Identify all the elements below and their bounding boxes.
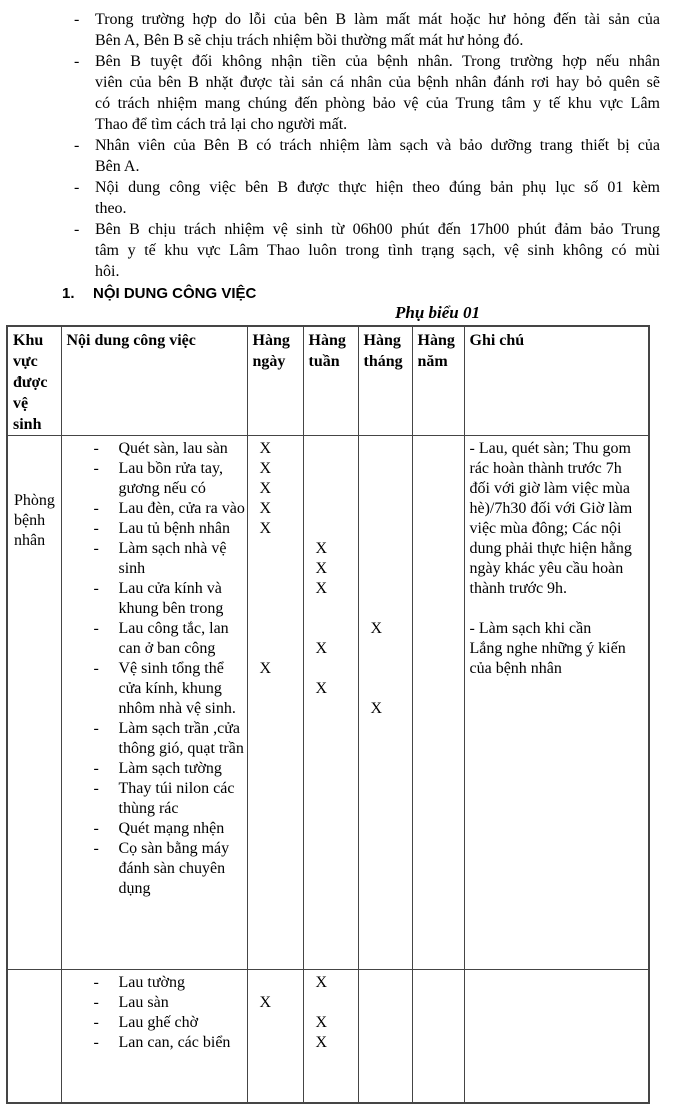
header-task: Nội dung công việc [61, 326, 247, 436]
mark-slot [248, 619, 303, 639]
mark-slot [359, 819, 412, 839]
task-text: Làm sạch trần ,cửa [118, 720, 240, 737]
task-line [62, 993, 247, 1013]
task-text: Lau sàn [118, 994, 169, 1011]
task-line [62, 559, 247, 579]
bullet-line: Nội dung công việc bên B được thực hiện theo đúng bản phụ lục số 01 kèm [95, 179, 660, 196]
mark-slot [413, 579, 464, 599]
task-line [62, 619, 247, 639]
mark-cell-weekly [303, 436, 358, 970]
header-yearly: Hàng năm [412, 326, 464, 436]
task-text: Lau công tắc, lan [118, 620, 229, 637]
mark-monthly: X [370, 700, 383, 717]
mark-slot [413, 799, 464, 819]
mark-slot [413, 479, 464, 499]
tasks-cell [61, 436, 247, 970]
mark-slot [248, 779, 303, 799]
task-text: nhôm nhà vệ sinh. [118, 700, 236, 717]
mark-slot [359, 559, 412, 579]
header-notes: Ghi chú [464, 326, 649, 436]
bullet-line: Nhân viên của Bên B có trách nhiệm làm sạch và bảo dưỡng trang thiết bị của [95, 137, 660, 154]
mark-slot [359, 579, 412, 599]
task-text: Lau cửa kính và [118, 580, 222, 597]
mark-slot [359, 439, 412, 459]
task-text: Lau đèn, cửa ra vào [118, 500, 245, 517]
mark-slot [413, 659, 464, 679]
bullet-line: Bên B chịu trách nhiệm vệ sinh từ 06h00 phút đến 17h00 phút đảm bảo Trung [95, 221, 660, 238]
heading-number: 1. [62, 285, 75, 302]
task-dash-icon: - [93, 974, 99, 991]
mark-slot [413, 539, 464, 559]
task-dash-icon: - [93, 580, 99, 597]
task-dash-icon: - [93, 520, 99, 537]
mark-slot [248, 859, 303, 879]
mark-daily: X [259, 440, 272, 457]
mark-daily: X [259, 480, 272, 497]
mark-slot [248, 1013, 303, 1033]
mark-weekly: X [315, 974, 328, 991]
mark-slot [359, 739, 412, 759]
mark-slot [304, 779, 358, 799]
section-heading [62, 285, 700, 302]
task-line [62, 739, 247, 759]
task-text: gương nếu có [118, 480, 206, 497]
task-dash-icon: - [93, 760, 99, 777]
task-dash-icon: - [93, 460, 99, 477]
note-line: của bệnh nhân [469, 660, 562, 677]
bullet-dash-icon: - [74, 137, 80, 154]
bullet-line: Trong trường hợp do lỗi của bên B làm mất mát hoặc hư hỏng đến tài sản của [95, 11, 660, 28]
bullet-line: Bên B tuyệt đối không nhận tiền của bệnh nhân. Trong trường hợp nếu nhân [95, 53, 660, 70]
bullet-line: Bên A, Bên B sẽ chịu trách nhiệm bồi thường mất mát hư hỏng đó. [95, 32, 524, 49]
mark-slot [248, 819, 303, 839]
mark-slot [413, 859, 464, 879]
task-dash-icon: - [93, 994, 99, 1011]
mark-slot [413, 779, 464, 799]
header-weekly: Hàng tuần [303, 326, 358, 436]
mark-slot [304, 459, 358, 479]
task-text: Thay túi nilon các [118, 780, 235, 797]
task-line [62, 819, 247, 839]
mark-slot [359, 879, 412, 899]
mark-slot [413, 459, 464, 479]
note-line: dung phải thực hiện hằng [469, 540, 632, 557]
mark-slot [413, 619, 464, 639]
mark-slot [413, 973, 464, 993]
mark-cell-daily [247, 436, 303, 970]
mark-cell-yearly [412, 970, 464, 1104]
task-line [62, 699, 247, 719]
task-text: Lau bồn rửa tay, [118, 460, 223, 477]
mark-cell-yearly [412, 436, 464, 970]
mark-slot [304, 799, 358, 819]
mark-slot [304, 599, 358, 619]
task-dash-icon: - [93, 500, 99, 517]
mark-slot [359, 679, 412, 699]
mark-weekly: X [315, 560, 328, 577]
mark-slot [359, 973, 412, 993]
note-line: rác hoàn thành trước 7h [469, 460, 622, 477]
task-line [62, 1033, 247, 1053]
mark-slot [359, 859, 412, 879]
mark-daily: X [259, 994, 272, 1011]
task-text: thùng rác [118, 800, 179, 817]
mark-slot [359, 1033, 412, 1053]
bullet-line: hôi. [95, 263, 120, 280]
mark-slot [304, 759, 358, 779]
task-line [62, 659, 247, 679]
mark-slot [248, 839, 303, 859]
task-line [62, 799, 247, 819]
task-text: Vệ sinh tổng thể [118, 660, 224, 677]
note-line: việc mùa đông; Các nội [469, 520, 622, 537]
header-monthly: Hàng tháng [358, 326, 412, 436]
task-line [62, 499, 247, 519]
area-label: Phòng bệnh nhân [14, 492, 55, 549]
area-cell [7, 436, 61, 970]
heading-title: NỘI DUNG CÔNG VIỆC [93, 285, 257, 302]
task-text: Lau ghế chờ [118, 1014, 199, 1031]
bullet-dash-icon: - [74, 11, 80, 28]
note-line: hè)/7h30 đối với Giờ làm [469, 500, 633, 517]
mark-slot [359, 993, 412, 1013]
mark-slot [359, 599, 412, 619]
tasks-cell [61, 970, 247, 1104]
notes-cell [464, 970, 649, 1104]
mark-slot [304, 479, 358, 499]
task-dash-icon: - [93, 440, 99, 457]
mark-daily: X [259, 660, 272, 677]
mark-slot [248, 539, 303, 559]
notes-cell [464, 436, 649, 970]
task-line [62, 839, 247, 859]
task-dash-icon: - [93, 660, 99, 677]
bullet-line: theo. [95, 200, 127, 217]
note-line: - Lau, quét sàn; Thu gom [469, 440, 631, 457]
mark-slot [304, 699, 358, 719]
mark-slot [413, 559, 464, 579]
mark-slot [248, 599, 303, 619]
mark-slot [413, 519, 464, 539]
task-dash-icon: - [93, 720, 99, 737]
mark-slot [359, 779, 412, 799]
mark-slot [359, 479, 412, 499]
mark-slot [413, 719, 464, 739]
mark-cell-monthly [358, 436, 412, 970]
mark-slot [413, 639, 464, 659]
mark-slot [304, 819, 358, 839]
mark-slot [359, 759, 412, 779]
header-area: Khu vực được vệ sinh [7, 326, 61, 436]
task-dash-icon: - [93, 1014, 99, 1031]
bullet-item [72, 135, 660, 177]
mark-slot [413, 699, 464, 719]
task-line [62, 459, 247, 479]
mark-slot [413, 439, 464, 459]
task-line [62, 973, 247, 993]
task-text: Lau tủ bệnh nhân [118, 520, 231, 537]
task-line [62, 779, 247, 799]
mark-weekly: X [315, 640, 328, 657]
task-text: Làm sạch nhà vệ [118, 540, 227, 557]
task-text: khung bên trong [118, 600, 224, 617]
bullet-line: viên của bên B nhặt được tài sản cá nhân của bệnh nhân đánh rơi hay bỏ quên sẽ [95, 74, 660, 91]
task-line [62, 479, 247, 499]
work-schedule-table [6, 325, 650, 1104]
mark-slot [304, 739, 358, 759]
bullet-line: Thao để tìm cách trả lại cho người mất. [95, 116, 348, 133]
bullet-item [72, 51, 660, 135]
note-line [470, 599, 645, 619]
mark-cell-weekly [303, 970, 358, 1104]
mark-slot [248, 719, 303, 739]
header-daily: Hàng ngày [247, 326, 303, 436]
task-dash-icon: - [93, 780, 99, 797]
mark-slot [413, 679, 464, 699]
task-line [62, 579, 247, 599]
task-line [62, 859, 247, 879]
mark-cell-monthly [358, 970, 412, 1104]
table-body [7, 436, 649, 1104]
mark-slot [359, 799, 412, 819]
mark-slot [359, 519, 412, 539]
bullet-line: có trách nhiệm mang chúng đến phòng bảo vệ của Trung tâm y tế khu vực Lâm [95, 95, 660, 112]
mark-weekly: X [315, 680, 328, 697]
task-text: Quét mạng nhện [118, 820, 225, 837]
mark-slot [359, 839, 412, 859]
task-line [62, 759, 247, 779]
mark-slot [248, 1033, 303, 1053]
task-line [62, 599, 247, 619]
mark-slot [359, 459, 412, 479]
mark-slot [413, 499, 464, 519]
mark-slot [413, 1013, 464, 1033]
mark-slot [304, 719, 358, 739]
mark-daily: X [259, 460, 272, 477]
task-line [62, 539, 247, 559]
task-text: Quét sàn, lau sàn [118, 440, 228, 457]
mark-slot [359, 499, 412, 519]
mark-slot [248, 759, 303, 779]
mark-slot [359, 719, 412, 739]
bullet-dash-icon: - [74, 53, 80, 70]
task-dash-icon: - [93, 540, 99, 557]
note-line: thành trước 9h. [469, 580, 568, 597]
mark-slot [304, 499, 358, 519]
note-line: - Làm sạch khi cần [469, 620, 592, 637]
bullet-item [72, 177, 660, 219]
mark-daily: X [259, 500, 272, 517]
note-line: Lắng nghe những ý kiến [469, 640, 626, 657]
task-text: đánh sàn chuyên [118, 860, 226, 877]
task-text: can ở ban công [118, 640, 216, 657]
mark-slot [304, 993, 358, 1013]
mark-slot [248, 699, 303, 719]
mark-monthly: X [370, 620, 383, 637]
task-line [62, 679, 247, 699]
task-text: Lan can, các biển [118, 1034, 231, 1051]
task-text: thông gió, quạt trần [118, 740, 244, 757]
bullet-list [0, 0, 700, 282]
mark-slot [304, 859, 358, 879]
task-dash-icon: - [93, 1034, 99, 1051]
bullet-line: Bên A. [95, 158, 140, 175]
mark-cell-daily [247, 970, 303, 1104]
bullet-dash-icon: - [74, 221, 80, 238]
mark-slot [304, 659, 358, 679]
task-line [62, 879, 247, 899]
mark-slot [413, 759, 464, 779]
mark-slot [248, 739, 303, 759]
mark-slot [413, 1033, 464, 1053]
mark-weekly: X [315, 1034, 328, 1051]
task-text: Làm sạch tường [118, 760, 222, 777]
mark-slot [413, 839, 464, 859]
area-cell [7, 970, 61, 1104]
mark-slot [248, 579, 303, 599]
task-text: Cọ sàn bằng máy [118, 840, 230, 857]
mark-weekly: X [315, 580, 328, 597]
task-text: Lau tường [118, 974, 185, 991]
mark-slot [413, 993, 464, 1013]
mark-slot [359, 1013, 412, 1033]
bullet-item [72, 219, 660, 282]
mark-slot [413, 599, 464, 619]
task-line [62, 719, 247, 739]
mark-slot [359, 639, 412, 659]
mark-slot [359, 659, 412, 679]
task-dash-icon: - [93, 820, 99, 837]
mark-slot [248, 973, 303, 993]
task-line [62, 1013, 247, 1033]
task-line [62, 519, 247, 539]
mark-slot [413, 819, 464, 839]
header-row [7, 326, 649, 436]
task-line [62, 439, 247, 459]
note-line: ngày khác yêu cầu hoàn [469, 560, 624, 577]
bullet-line: tâm y tế khu vực Lâm Thao luôn trong tình trạng sạch, vệ sinh không có mùi [95, 242, 660, 259]
mark-slot [304, 519, 358, 539]
task-dash-icon: - [93, 620, 99, 637]
mark-slot [248, 799, 303, 819]
task-text: cửa kính, khung [118, 680, 222, 697]
mark-slot [248, 879, 303, 899]
mark-weekly: X [315, 1014, 328, 1031]
mark-slot [248, 559, 303, 579]
task-text: dụng [118, 880, 151, 897]
table-row [7, 970, 649, 1104]
mark-slot [304, 619, 358, 639]
table-caption: Phụ biểu 01 [395, 303, 481, 322]
mark-slot [359, 539, 412, 559]
mark-slot [304, 439, 358, 459]
table-row [7, 436, 649, 970]
task-line [62, 639, 247, 659]
mark-slot [413, 739, 464, 759]
task-text: sinh [118, 560, 146, 577]
mark-weekly: X [315, 540, 328, 557]
bullet-item [72, 9, 660, 51]
mark-slot [248, 679, 303, 699]
task-dash-icon: - [93, 840, 99, 857]
note-line: đối với giờ làm việc mùa [469, 480, 630, 497]
mark-slot [413, 879, 464, 899]
mark-slot [304, 879, 358, 899]
mark-slot [248, 639, 303, 659]
mark-daily: X [259, 520, 272, 537]
mark-slot [304, 839, 358, 859]
bullet-dash-icon: - [74, 179, 80, 196]
